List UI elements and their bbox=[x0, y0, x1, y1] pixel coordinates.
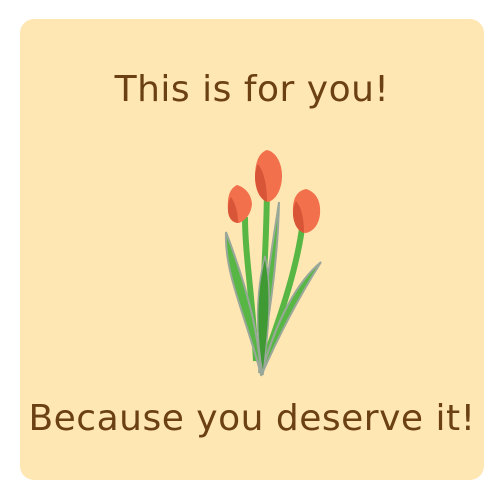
tulip-bouquet-illustration bbox=[200, 137, 325, 382]
leaf-left bbox=[226, 232, 261, 375]
tulip-left bbox=[228, 185, 252, 223]
tulip-right bbox=[293, 189, 320, 233]
card-subtitle: Because you deserve it! bbox=[28, 398, 476, 439]
greeting-card bbox=[20, 19, 484, 480]
card-title: This is for you! bbox=[114, 69, 390, 110]
tulip-flowers bbox=[228, 150, 320, 233]
tulip-center bbox=[255, 150, 282, 202]
